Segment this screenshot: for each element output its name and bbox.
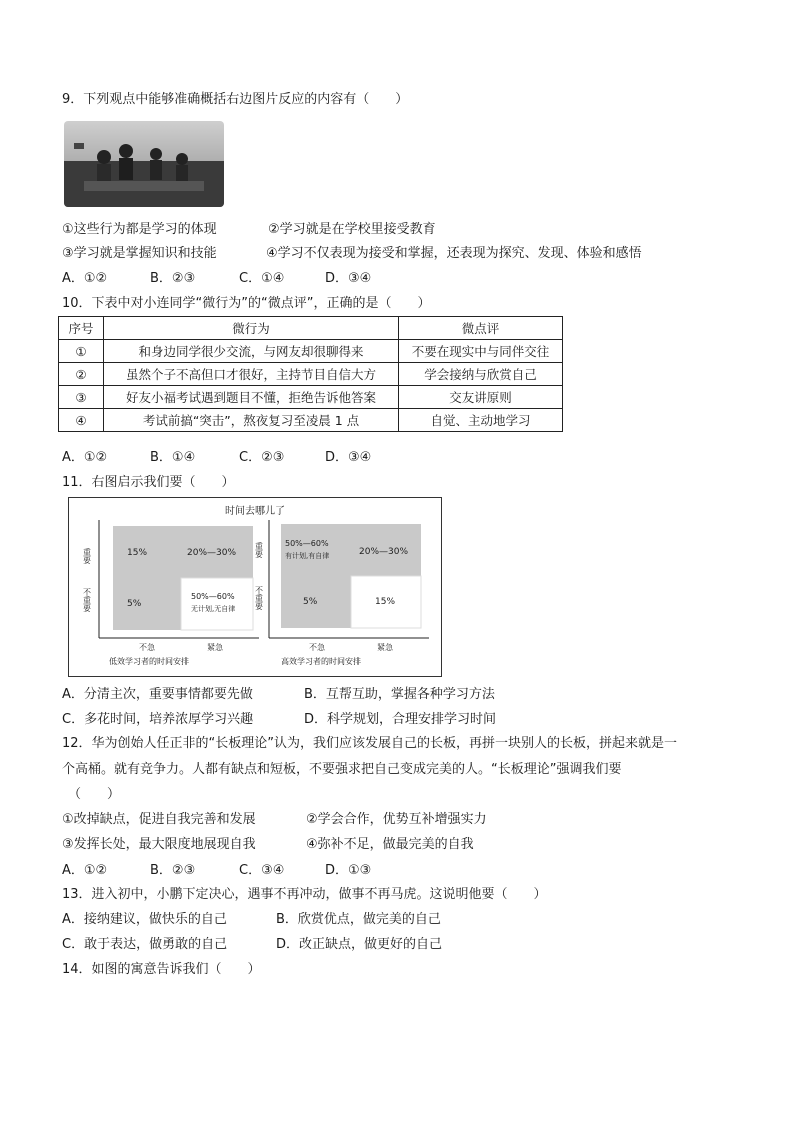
people-activities-photo-icon (64, 121, 224, 207)
q9-statement-3: ③学习就是掌握知识和技能 (62, 246, 217, 261)
table-cell: 交友讲原则 (399, 386, 563, 409)
left-br-note: 无计划,无自律 (191, 605, 236, 613)
right-br-value: 15% (375, 597, 396, 607)
left-y-bottom: 不重要 (82, 588, 92, 612)
q13-option-d[interactable]: D．改正缺点，做更好的自己 (276, 937, 443, 952)
right-y-top: 重要 (254, 542, 264, 558)
left-tl-value: 15% (127, 548, 148, 558)
table-row (59, 386, 563, 409)
table-cell: 不要在现实中与同伴交往 (399, 340, 563, 363)
q12-statement-2: ②学会合作，优势互补增强实力 (306, 812, 487, 827)
table-cell: ② (59, 363, 104, 386)
q10-option-c[interactable]: C．②③ (239, 450, 285, 465)
right-x-left: 不急 (309, 643, 325, 652)
q10-table (58, 316, 563, 432)
left-cell-bl (113, 578, 181, 630)
q13-option-a[interactable]: A．接纳建议，做快乐的自己 (62, 912, 227, 927)
left-cell-br (181, 578, 253, 630)
q9-statement-1: ①这些行为都是学习的体现 (62, 222, 217, 237)
q11-stem: 11．右图启示我们要（ ） (62, 475, 235, 490)
right-cell-tl (281, 524, 351, 576)
q10-stem: 10．下表中对小连同学“微行为”的“微点评”，正确的是（ ） (62, 296, 431, 311)
left-bl-value: 5% (127, 599, 142, 609)
table-cell: 考试前搞“突击”，熬夜复习至凌晨 1 点 (104, 409, 399, 432)
q9-statement-4: ④学习不仅表现为接受和掌握，还表现为探究、发现、体验和感悟 (266, 246, 642, 261)
q9-stem: 9．下列观点中能够准确概括右边图片反应的内容有（ ） (62, 92, 409, 107)
right-tl-note: 有计划,有自律 (285, 552, 330, 560)
left-tr-value: 20%—30% (187, 548, 237, 558)
q13-option-c[interactable]: C．敢于表达，做勇敢的自己 (62, 937, 228, 952)
right-y-bottom: 不重要 (254, 586, 264, 610)
left-y-top: 重要 (82, 548, 92, 564)
q12-option-b[interactable]: B．②③ (150, 863, 196, 878)
table-header: 序号 (59, 317, 104, 340)
q12-stem-line1: 12．华为创始人任正非的“长板理论”认为，我们应该发展自己的长板，再拼一块别人的长板，拼起来就是一 (62, 736, 678, 751)
q12-option-d[interactable]: D．①③ (325, 863, 372, 878)
q11-option-c[interactable]: C．多花时间，培养浓厚学习兴趣 (62, 712, 254, 727)
q9-option-c[interactable]: C．①④ (239, 271, 285, 286)
left-x-right: 紧急 (207, 643, 223, 652)
q10-option-d[interactable]: D．③④ (325, 450, 372, 465)
right-x-right: 紧急 (377, 643, 393, 652)
q11-option-d[interactable]: D．科学规划，合理安排学习时间 (304, 712, 497, 727)
q14-stem: 14．如图的寓意告诉我们（ ） (62, 962, 261, 977)
q13-stem: 13．进入初中，小鹏下定决心，遇事不再冲动，做事不再马虎。这说明他要（ ） (62, 887, 547, 902)
right-tr-value: 20%—30% (359, 547, 409, 557)
q10-option-b[interactable]: B．①④ (150, 450, 196, 465)
q13-option-b[interactable]: B．欣赏优点，做完美的自己 (276, 912, 441, 927)
table-cell: ④ (59, 409, 104, 432)
table-header: 微行为 (104, 317, 399, 340)
table-cell: 自觉、主动地学习 (399, 409, 563, 432)
table-row (59, 363, 563, 386)
table-header-row (59, 317, 563, 340)
right-tl-value: 50%—60% (285, 539, 329, 548)
q11-option-b[interactable]: B．互帮互助，掌握各种学习方法 (304, 687, 495, 702)
table-cell: 虽然个子不高但口才很好，主持节目自信大方 (104, 363, 399, 386)
table-cell: ③ (59, 386, 104, 409)
table-cell: 好友小福考试遇到题目不懂，拒绝告诉他答案 (104, 386, 399, 409)
q9-option-d[interactable]: D．③④ (325, 271, 372, 286)
table-cell: ① (59, 340, 104, 363)
table-cell: 和身边同学很少交流，与网友却很聊得来 (104, 340, 399, 363)
table-cell: 学会接纳与欣赏自己 (399, 363, 563, 386)
table-header: 微点评 (399, 317, 563, 340)
q9-option-a[interactable]: A．①② (62, 271, 108, 286)
right-bl-value: 5% (303, 597, 318, 607)
left-caption: 低效学习者的时间安排 (109, 657, 189, 666)
right-caption: 高效学习者的时间安排 (281, 657, 361, 666)
q12-stem-line2: 个高桶。就有竞争力。人都有缺点和短板，不要强求把自己变成完美的人。“长板理论”强调我们要 (62, 762, 622, 777)
left-br-value: 50%—60% (191, 592, 235, 601)
q10-option-a[interactable]: A．①② (62, 450, 108, 465)
table-row (59, 340, 563, 363)
q12-statement-1: ①改掉缺点，促进自我完善和发展 (62, 812, 256, 827)
time-allocation-chart (68, 497, 442, 677)
q12-statement-3: ③发挥长处，最大限度地展现自我 (62, 837, 256, 852)
q9-statement-2: ②学习就是在学校里接受教育 (268, 222, 436, 237)
table-row (59, 409, 563, 432)
q12-statement-4: ④弥补不足，做最完美的自我 (306, 837, 474, 852)
left-x-left: 不急 (139, 643, 155, 652)
chart-title: 时间去哪儿了 (225, 506, 285, 517)
q9-option-b[interactable]: B．②③ (150, 271, 196, 286)
q12-option-c[interactable]: C．③④ (239, 863, 285, 878)
q12-stem-line3: （ ） (68, 787, 121, 802)
q12-option-a[interactable]: A．①② (62, 863, 108, 878)
q11-option-a[interactable]: A．分清主次，重要事情都要先做 (62, 687, 253, 702)
